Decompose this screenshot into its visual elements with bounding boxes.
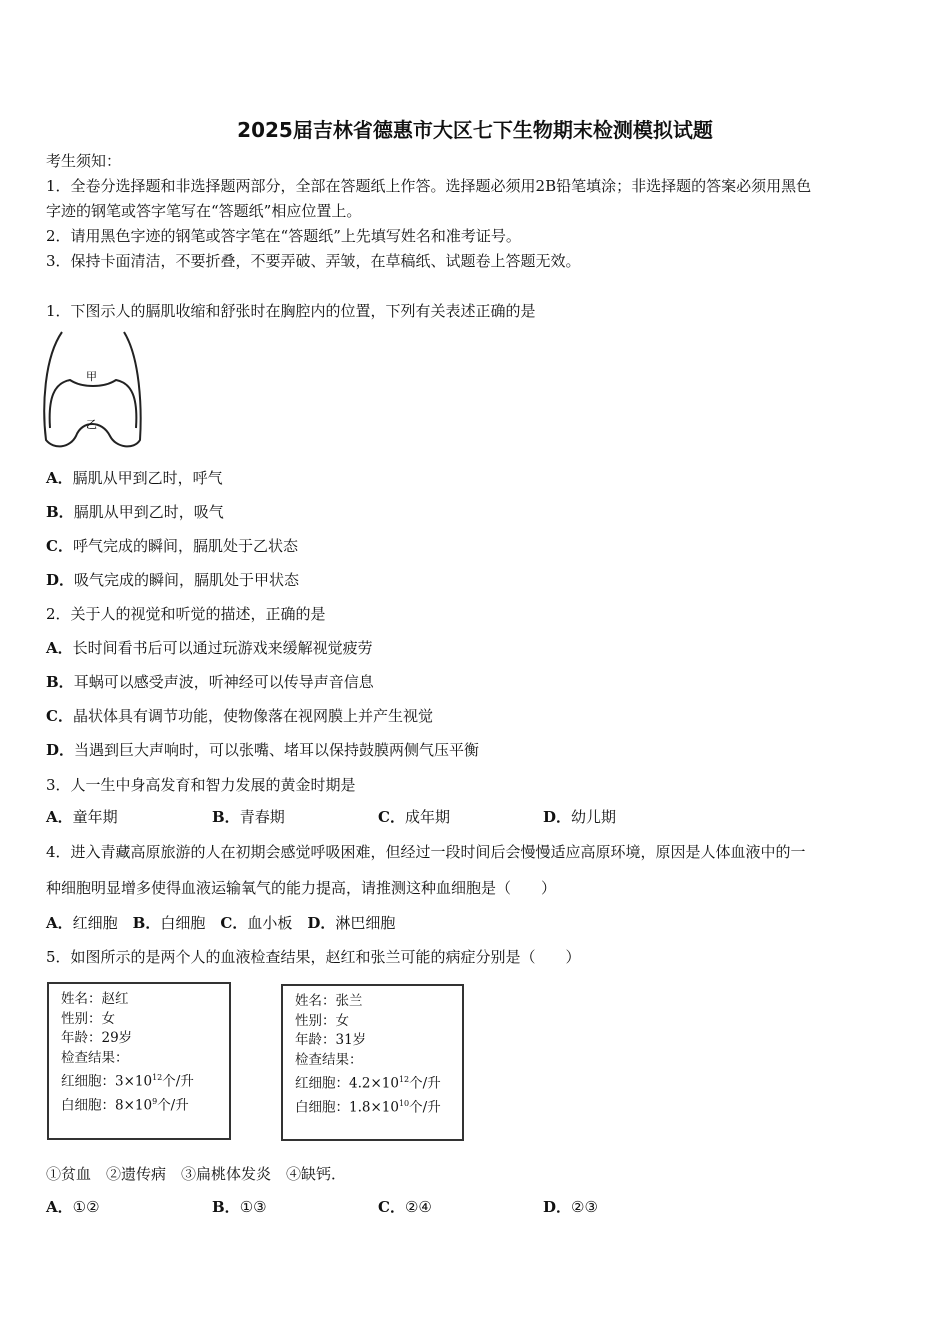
card-name: 姓名：张兰: [295, 993, 363, 1009]
label-jia: 甲: [86, 370, 97, 383]
question-3-stem: 3．人一生中身高发育和智力发展的黄金时期是: [46, 776, 356, 794]
diaphragm-diagram: [42, 328, 144, 450]
q3-option-c: C．成年期: [378, 808, 450, 826]
card-sex: 性别：女: [295, 1012, 349, 1029]
q4-options: A．红细胞 B．白细胞 C．血小板 D．淋巴细胞: [46, 914, 396, 932]
q5-option-a: A．①②: [46, 1198, 100, 1216]
question-2-stem: 2．关于人的视觉和听觉的描述，正确的是: [46, 605, 326, 623]
q1-option-a: A．膈肌从甲到乙时，呼气: [46, 469, 223, 487]
question-1-stem: 1．下图示人的膈肌收缩和舒张时在胸腔内的位置，下列有关表述正确的是: [46, 302, 536, 320]
question-4-stem-cont: 种细胞明显增多使得血液运输氧气的能力提高，请推测这种血细胞是（ ）: [46, 879, 557, 897]
blood-test-card-zhanglan: [281, 984, 464, 1141]
card-age: 年龄：29岁: [61, 1030, 133, 1046]
card-wbc: 白细胞：$1.8\times 10^{10}$个/升: [295, 1099, 441, 1116]
q2-option-b: B．耳蜗可以感受声波，听神经可以传导声音信息: [46, 673, 374, 691]
notice-heading: 考生须知：: [46, 152, 122, 170]
q1-option-d: D．吸气完成的瞬间，膈肌处于甲状态: [46, 571, 300, 589]
label-yi: 乙: [86, 418, 97, 431]
notice-line: 3．保持卡面清洁，不要折叠，不要弄破、弄皱，在草稿纸、试题卷上答题无效。: [46, 252, 581, 270]
q5-option-d: D．②③: [543, 1198, 598, 1216]
q5-option-c: C．②④: [378, 1198, 432, 1216]
q1-option-c: C．呼气完成的瞬间，膈肌处于乙状态: [46, 537, 298, 555]
question-4-stem: 4．进入青藏高原旅游的人在初期会感觉呼吸困难，但经过一段时间后会慢慢适应高原环境，原因是人体血液中的一: [46, 843, 806, 861]
blood-test-card-zhaohong: [47, 982, 231, 1140]
card-sex: 性别：女: [61, 1010, 115, 1027]
card-rbc: 红细胞：$3\times 10^{12}$个/升: [61, 1073, 194, 1090]
q5-option-b: B．①③: [212, 1198, 267, 1216]
notice-line: 2．请用黑色字迹的钢笔或答字笔在“答题纸”上先填写姓名和准考证号。: [46, 227, 521, 245]
card-age: 年龄：31岁: [295, 1032, 367, 1048]
q3-option-a: A．童年期: [46, 808, 118, 826]
page-title: 2025届吉林省德惠市大区七下生物期末检测模拟试题: [237, 118, 713, 142]
card-name: 姓名：赵红: [61, 991, 129, 1007]
card-result-label: 检查结果：: [61, 1049, 129, 1066]
card-result-label: 检查结果：: [295, 1051, 363, 1068]
q5-choices: ①贫血 ②遗传病 ③扁桃体发炎 ④缺钙．: [46, 1165, 347, 1183]
q3-option-b: B．青春期: [212, 808, 285, 826]
question-5-stem: 5．如图所示的是两个人的血液检查结果，赵红和张兰可能的病症分别是（ ）: [46, 948, 581, 966]
q2-option-c: C．晶状体具有调节功能，使物像落在视网膜上并产生视觉: [46, 707, 433, 725]
notice-line: 1．全卷分选择题和非选择题两部分，全部在答题纸上作答。选择题必须用2B铅笔填涂；非选择题的答案必须用黑色: [46, 177, 812, 195]
notice-line: 字迹的钢笔或答字笔写在“答题纸”相应位置上。: [46, 202, 362, 220]
q3-option-d: D．幼儿期: [543, 808, 617, 826]
card-rbc: 红细胞：$4.2\times 10^{12}$个/升: [295, 1075, 441, 1092]
q2-option-d: D．当遇到巨大声响时，可以张嘴、堵耳以保持鼓膜两侧气压平衡: [46, 741, 480, 759]
q1-option-b: B．膈肌从甲到乙时，吸气: [46, 503, 224, 521]
card-wbc: 白细胞：$8\times 10^9$个/升: [61, 1097, 189, 1114]
q2-option-a: A．长时间看书后可以通过玩游戏来缓解视觉疲劳: [46, 639, 373, 657]
